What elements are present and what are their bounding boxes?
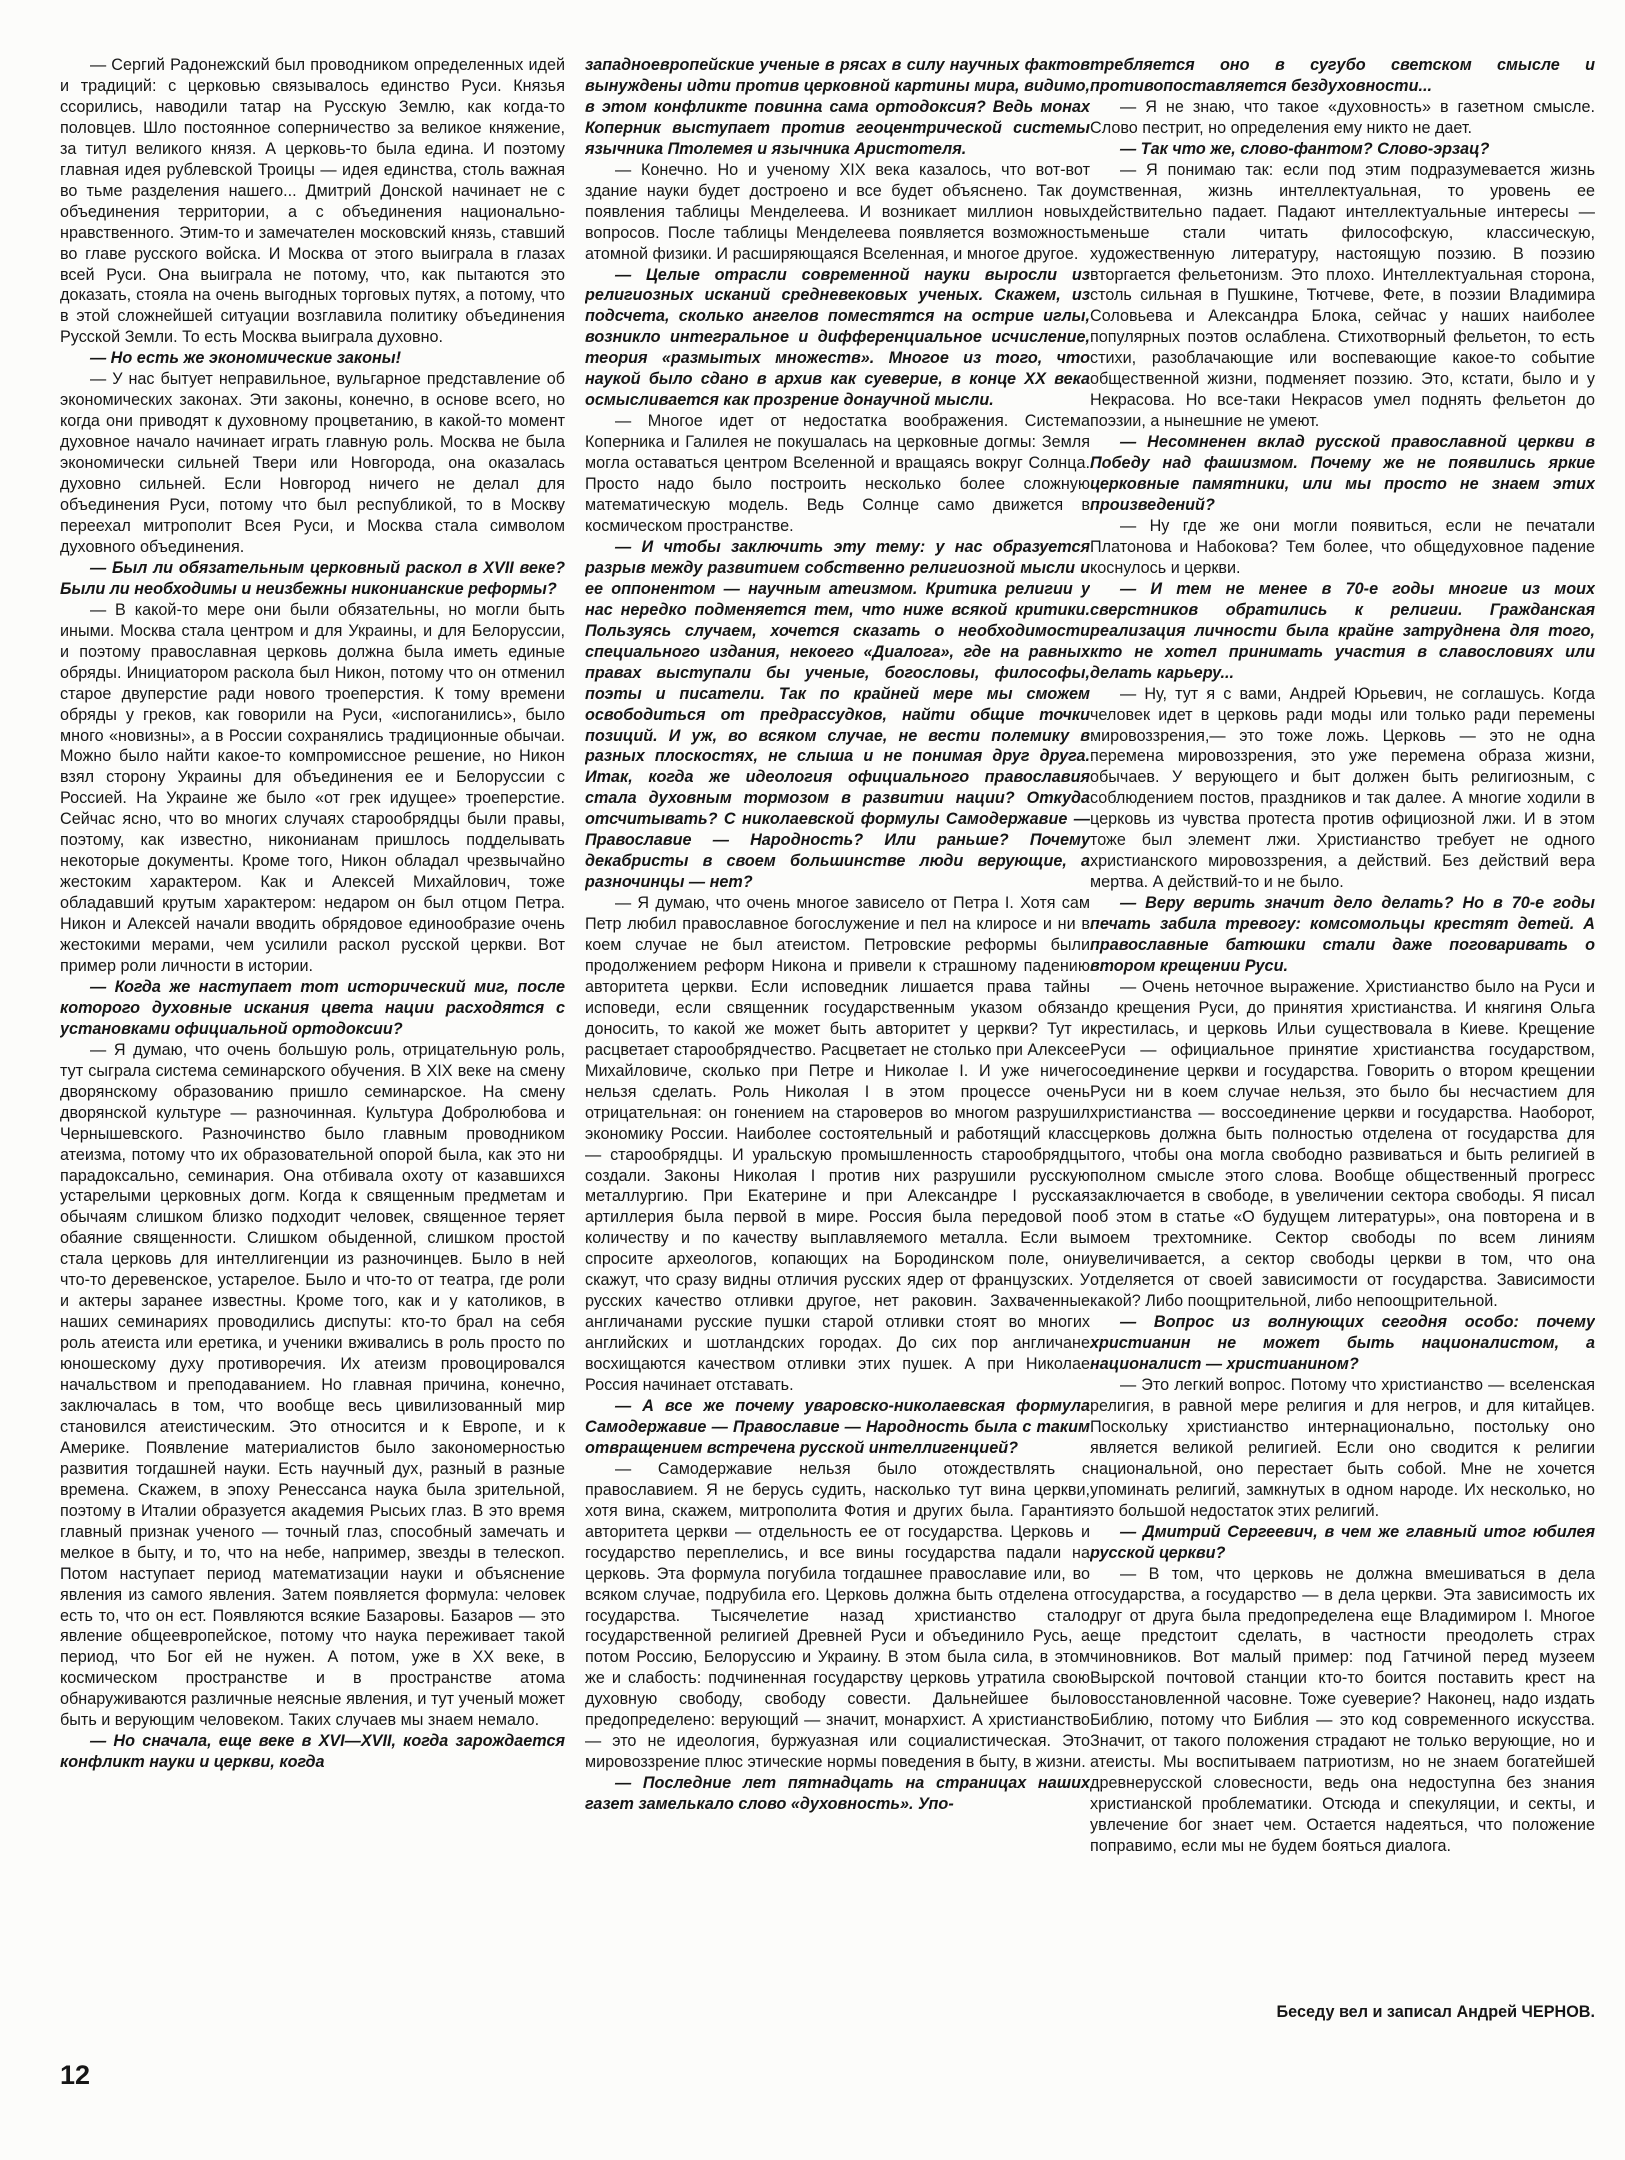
interviewer-question: — И чтобы заключить эту тему: у нас образуется разрыв между развитием собственно религиозной мысли и ее оппонентом — научным атеизмом. Критика религии у нас нередко подменяется тем, что ниже всякой критики. Пользуясь случаем, хочется сказать о необходимости специального издания, некоего «Диалога», где на равных правах выступали бы ученые, богословы, философы, поэты и писатели. Так по крайней мере мы сможем освободиться от предрассудков, найти общие точки позиций. И уж, во всяком случае, не вести полемику в разных плоскостях, не слыша и не понимая друг друга. Итак, когда же идеология официального православия стала духовным тормозом в развитии нации? Откуда отсчитывать? С николаевской формулы Самодержавие — Православие — Народность? Или раньше? Почему декабристы в своем большинстве люди верующие, а разночинцы — нет?: [585, 537, 1090, 892]
interview-answer: — Сергий Радонежский был проводником определенных идей и традиций: с церковью связывалось единство Руси. Князья ссорились, наводили татар на Русскую Землю, как когда-то половцев. Шло постоянное соперничество за великое княжение, за титул великого князя. А церковь-то была едина. И поэтому главная идея рублевской Троицы — идея единства, столь важная во тьме разделения нашего... Дмитрий Донской начинает не с объединения территории, а с объединения национально-нравственного. Этим-то и замечателен московский князь, ставший во главе русского войска. И Москва от этого выиграла в глазах всей Руси. Она выиграла не потому, что, как пытаются это доказать, стояла на очень выгодных торговых путях, а потому, что в этой сложнейшей ситуации возглавила политику объединения Русской Земли. То есть Москва выиграла духовно.: [60, 56, 565, 347]
interviewer-question: — Был ли обязательным церковный раскол в XVII веке? Были ли необходимы и неизбежны никонианские реформы?: [60, 558, 565, 598]
author-signature: Беседу вел и записал Андрей ЧЕРНОВ.: [1276, 2003, 1595, 2021]
interview-answer: — В том, что церковь не должна вмешиваться в дела государства, а государство — в дела церкви. Эта зависимость их друг от друга была предопределена еще Владимиром I. Многое еще предстоит сделать, в частности преодолеть страх чиновников. Вот малый пример: под Гатчиной перед музеем Вырской почтовой станции кто-то боится поставить крест на восстановленной часовне. Тоже суеверие? Наконец, надо издать Библию, потому что Библия — это код современного искусства. Значит, от такого положения страдают не только верующие, но и атеисты. Мы воспитываем патриотизм, но не знаем богатейшей древнерусской словесности, ведь она недоступна без знания христианской проблематики. Отсюда и спекуляции, и секты, и увлечение бог знает чем. Остается надеяться, что положение поправимо, если мы не будем бояться диалога.: [1090, 1564, 1595, 1856]
interview-answer: — Очень неточное выражение. Христианство было на Руси и до крещения Руси, до принятия христианства. И княгиня Ольга крестилась, и церковь Ильи существовала в Киеве. Крещение Руси — официальное принятие христианства государством, соединение церкви и государства. Говорить о втором крещении Руси ни в коем случае нельзя, это было бы несчастием для христианства — воссоединение церкви и государства. Наоборот, церковь должна быть полностью отделена от государства для того, чтобы она могла свободно развиваться и быть религией в полном смысле этого слова. Вообще общественный прогресс заключается в свободе, в увеличении сектора свободы. Я писал об этом в статье «О будущем литературы», она повторена и в моем трехтомнике. Сектор свободы по всем линиям увеличивается, а сектор свободы церкви в том, что она отделяется от своей зависимости от государства. Зависимости какой? Либо поощрительной, либо непоощрительной.: [1090, 977, 1595, 1311]
interview-answer: — Самодержавие нельзя было отождествлять с православием. Я не берусь судить, насколько тут вина церкви, хотя вина, скажем, митрополита Фотия и других была. Гарантия авторитета церкви — отдельность ее от государства. Церковь и государство переплелись, и все вины государства падали на церковь. Эта формула погубила тогдашнее православие или, во всяком случае, подрубила его. Церковь должна быть отделена от государства. Тысячелетие назад христианство стало государственной религией Древней Руси и объединило Русь, а потом Россию, Белоруссию и Украину. В этом была сила, в этом же и слабость: подчиненная государству церковь утратила свою духовную свободу, свободу совести. Дальнейшее было предопределено: верующий — значит, монархист. А христианство — это не идеология, буржуазная или социалистическая. Это мировоззрение плюс этические нормы поведения в быту, в жизни.: [585, 1459, 1090, 1772]
interview-answer: — Я думаю, что очень большую роль, отрицательную роль, тут сыграла система семинарского обучения. В XIX веке на смену дворянскому образованию пришло семинарское. На смену дворянской культуре — разночинная. Культура Добролюбова и Чернышевского. Разночинство было главным проводником атеизма, потому что их образовательной опорой была, как это ни парадоксально, семинария. Она отбивала охоту от казавшихся устарелыми церковных догм. Когда к священным предметам и обычаям слишком близко подходит человек, священное теряет обаяние священности. Слишком обыденной, слишком простой стала церковь для интеллигенции из разночинцев. Было в ней что-то деревенское, устарелое. Было и что-то от театра, где роли и актеры заранее известны. Кроме того, как и у католиков, в наших семинариях проводились диспуты: кто-то брал на себя роль атеиста или еретика, и ученики вживались в роль просто по юношескому духу противоречия. Их атеизм провоцировался начальством и преподаванием. Но главная причина, конечно, заключалась в том, что вообще весь цивилизованный мир становился атеистическим. Это относится и к Европе, и к Америке. Появление материалистов было закономерностью развития тогдашней науки. Есть научный дух, разный в разные времена. Скажем, в эпоху Ренессанса наука была зрительной, поэтому в Италии образуется академия Рысьих глаз. В это время главный признак ученого — точный глаз, способный замечать и мелкое в быту, и то, что на небе, например, звезды в телескоп. Потом наступает период математизации науки и объяснение явления из самого явления. Затем появляется формула: человек есть то, что он ест. Появляются всякие Базаровы. Базаров — это явление общеевропейское, потому что наука переживает такой период, что Бог ей не нужен. А потом, уже в XX веке, в космическом пространстве и в пространстве атома обнаруживаются различные неясные явления, и тут ученый может быть и верующим человеком. Таких случаев мы знаем немало.: [60, 1040, 565, 1730]
interview-answer: — Ну где же они могли появиться, если не печатали Платонова и Набокова? Тем более, что общедуховное падение коснулось и церкви.: [1090, 516, 1595, 577]
interview-answer: — В какой-то мере они были обязательны, но могли быть иными. Москва стала центром и для Украины, и для Белоруссии, и поэтому православная церковь должна была иметь единые обряды. Инициатором раскола был Никон, потому что он отменил старое двуперстие ради нового троеперстия. К тому времени обряды у греков, как говорили на Руси, «испоганились», было много «новизны», а в России сохранялись традиционные обычаи. Можно было найти какое-то компромиссное решение, но Никон взял сторону Украины для объединения ее и Белоруссии с Россией. На Украине же было «от грек идущее» троеперстие. Сейчас ясно, что во многих случаях старообрядцы были правы, поэтому, как известно, никонианам пришлось подделывать некоторые документы. Кроме того, Никон обладал чрезвычайно жестоким характером. Как и Алексей Михайлович, тоже обладавший крутым характером: недаром он был отцом Петра. Никон и Алексей начали вводить обрядовое единообразие очень жестокими мерами, чем усилили раскол русской церкви. Вот пример роли личности в истории.: [60, 600, 565, 975]
interviewer-question: — Веру верить значит дело делать? Но в 70-е годы печать забила тревогу: комсомольцы крестят детей. А православные батюшки стали даже поговаривать о втором крещении Руси.: [1090, 894, 1595, 975]
interviewer-question: требляется оно в сугубо светском смысле и противопоставляется бездуховности...: [1090, 56, 1595, 95]
interview-answer: — Конечно. Но и ученому XIX века казалось, что вот-вот здание науки будет достроено и все будет объяснено. Так до появления таблицы Менделеева. И возникает миллион новых вопросов. После таблицы Менделеева появляется возможность атомной физики. И расширяющаяся Вселенная, и многое другое.: [585, 160, 1090, 263]
interviewer-question: — Целые отрасли современной науки выросли из религиозных исканий средневековых ученых. Скажем, из подсчета, сколько ангелов поместятся на острие иглы, возникло интегральное и дифференциальное исчисление, теория «размытых множеств». Многое из того, что наукой было сдано в архив как суеверие, в конце XX века осмысливается как прозрение донаучной мысли.: [585, 265, 1090, 410]
interviewer-question: — Так что же, слово-фантом? Слово-эрзац?: [1120, 139, 1490, 158]
interviewer-question: — И тем не менее в 70-е годы многие из моих сверстников обратились к религии. Гражданская реализация личности была крайне затруднена для того, кто не хотел принимать участия в славословиях или делать карьеру...: [1090, 579, 1595, 682]
interviewer-question: — Дмитрий Сергеевич, в чем же главный итог юбилея русской церкви?: [1090, 1522, 1595, 1562]
text-column-1: [60, 55, 565, 2015]
interviewer-question: — А все же почему уваровско-николаевская формула Самодержавие — Православие — Народность была с таким отвращением встречена русской интеллигенцией?: [585, 1397, 1090, 1457]
interviewer-question: — Последние лет пятнадцать на страницах наших газет замелькало слово «духовность». Упо-: [585, 1774, 1090, 1814]
interview-answer: — Ну, тут я с вами, Андрей Юрьевич, не соглашусь. Когда человек идет в церковь ради моды или только ради перемены мировоззрения,— это тоже ложь. Церковь — это не одна перемена мировоззрения, это уже перемена образа жизни, обычаев. У верующего и быт должен быть религиозным, с соблюдением постов, праздников и так далее. А многие ходили в церковь из чувства протеста против официозной лжи. И в этом тоже был элемент лжи. Христианство требует не одного христианского мировоззрения, а действий. Без действий вера мертва. А действий-то и не было.: [1090, 684, 1595, 892]
interview-answer: — У нас бытует неправильное, вульгарное представление об экономических законах. Эти законы, конечно, в основе всего, но когда они приводят к духовному процветанию, в какой-то момент духовное начало начинает играть главную роль. Москва не была экономически сильней Твери или Новгорода, она оказалась духовно сильней. Если Новгород ничего не делал для объединения Руси, потому что был республикой, то в Москву переехал митрополит Всея Руси, и Москва стала символом духовного объединения.: [60, 370, 565, 556]
text-column-3: [1090, 55, 1595, 2015]
interviewer-question: западноевропейские ученые в рясах в силу научных фактов вынуждены идти против церковной картины мира, видимо, в этом конфликте повинна сама ортодоксия? Ведь монах Коперник выступает против геоцентрической системы язычника Птолемея и язычника Аристотеля.: [585, 56, 1090, 158]
page-number: 12: [60, 2060, 91, 2090]
interviewer-question: — Но сначала, еще веке в XVI—XVII, когда зарождается конфликт науки и церкви, когда: [60, 1732, 565, 1772]
text-column-2: [585, 55, 1090, 2015]
interviewer-question: — Вопрос из волнующих сегодня особо: почему христианин не может быть националистом, а националист — христианином?: [1090, 1313, 1595, 1374]
interview-answer: — Я понимаю так: если под этим подразумевается жизнь умственная, жизнь интеллектуальная, то уровень ее действительно падает. Падают интеллектуальные интересы — меньше стали читать философскую, классическую, художественную литературу, настоящую поэзию. В поэзию вторгается фельетонизм. Это плохо. Интеллектуальная сторона, столь сильная в Пушкине, Тютчеве, Фете, в поэзии Владимира Соловьева и Александра Блока, сейчас у наших наиболее популярных поэтов ослаблена. Стихотворный фельетон, то есть стихи, разоблачающие или воспевающие какое-то событие общественной жизни, подменяет поэзию. Это, кстати, было и у Некрасова. Но все-таки Некрасов умел поднять фельетон до поэзии, а нынешние не умеют.: [1090, 160, 1595, 431]
interviewer-question: — Но есть же экономические законы!: [90, 349, 402, 368]
interview-answer: — Я не знаю, что такое «духовность» в газетном смысле. Слово пестрит, но определения ему никто не дает.: [1090, 97, 1595, 137]
interview-answer: — Многое идет от недостатка воображения. Система Коперника и Галилея не покушалась на церковные догмы: Земля могла оставаться центром Вселенной и вращаясь вокруг Солнца. Просто надо было построить несколько более сложную математическую модель. Ведь Солнце само движется в космическом пространстве.: [585, 412, 1090, 535]
interview-answer: — Это легкий вопрос. Потому что христианство — вселенская религия, в равной мере религия и для негров, и для китайцев. Поскольку христианство интернационально, постольку оно является великой религией. Если оно сводится к религии национальной, оно перестает быть собой. Мне не хочется упоминать религий, замкнутых в одном народе. Их несколько, но это большой недостаток этих религий.: [1090, 1376, 1595, 1520]
interviewer-question: — Когда же наступает тот исторический миг, после которого духовные искания цвета нации расходятся с установками официальной ортодоксии?: [60, 977, 565, 1038]
interview-answer: — Я думаю, что очень многое зависело от Петра I. Хотя сам Петр любил православное богослужение и пел на клиросе и ни в коем случае не был атеистом. Петровские реформы были продолжением реформ Никона и привели к страшному падению авторитета церкви. Если исповедник лишается права тайны исповеди, если священник государственным указом обязан доносить, то какой же может быть авторитет у церкви? Тут и расцветает старообрядчество. Расцветает не столько при Алексее Михайловиче, сколько при Петре и Николае I. И уже ничего нельзя сделать. Роль Николая I в этом процессе очень отрицательная: он гонением на староверов во многом разрушил экономику России. Наиболее состоятельный и работящий класс — старообрядцы. И уральскую промышленность старообрядцы создали. Законы Николая I против них разрушили русскую металлургию. При Екатерине и при Александре I русская артиллерия была первой в мире. Россия была передовой по количеству и по качеству выплавляемого металла. Если вы спросите археологов, копающих на Бородинском поле, они скажут, что сразу видны отличия русских ядер от французских. У русских качество отливки другое, нет раковин. Захваченные англичанами русские пушки старой отливки стоят во многих английских и шотландских городах. До сих пор англичане восхищаются качеством отливки этих пушек. А при Николае Россия начинает отставать.: [585, 894, 1090, 1395]
interviewer-question: — Несомненен вклад русской православной церкви в Победу над фашизмом. Почему же не появились яркие церковные памятники, или мы просто не знаем этих произведений?: [1090, 433, 1595, 515]
